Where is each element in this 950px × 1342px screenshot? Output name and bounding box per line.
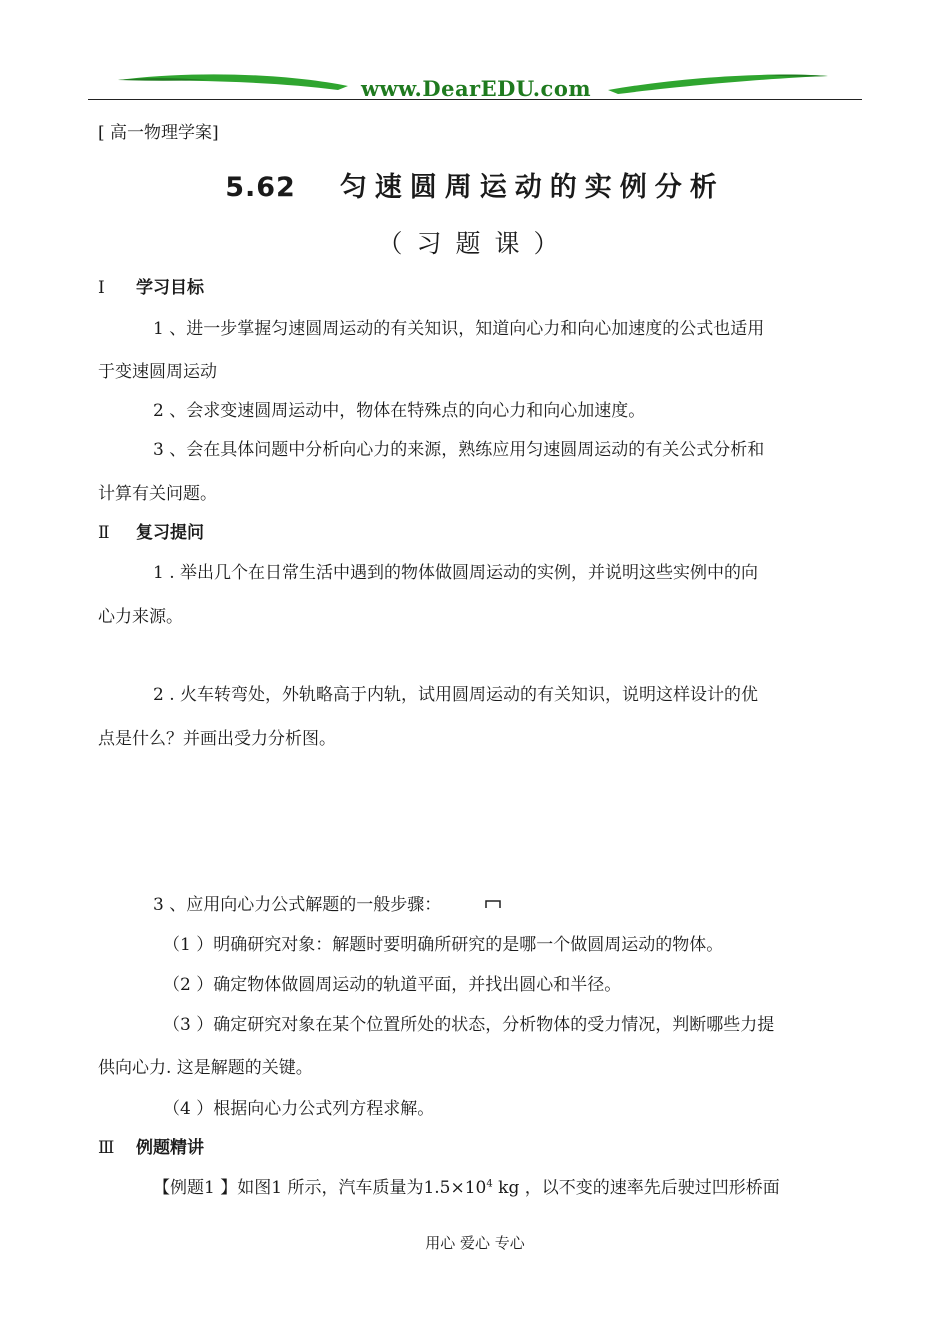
review-q2-line-2: 点是什么？并画出受力分析图。 — [98, 729, 336, 749]
logo-text: www.DearEDU.com — [360, 76, 592, 101]
step-3-line-2: 供向心力. 这是解题的关键。 — [98, 1058, 313, 1078]
section-title: 学习目标 — [136, 278, 204, 298]
review-q2-line-1: 2 . 火车转弯处，外轨略高于内轨，试用圆周运动的有关知识，说明这样设计的优 — [153, 685, 759, 705]
doc-tag: [ 高一物理学案] — [98, 123, 219, 143]
page-header — [88, 66, 862, 106]
page-footer: 用心 爱心 专心 — [425, 1234, 525, 1252]
example-1-line — [153, 1173, 780, 1198]
section-heading-examples — [98, 1133, 204, 1158]
step-1: （1 ）明确研究对象：解题时要明确所研究的是哪一个做圆周运动的物体。 — [163, 935, 724, 955]
goal-1-line-2: 于变速圆周运动 — [98, 362, 217, 382]
goal-3-line-2: 计算有关问题。 — [98, 484, 217, 504]
title-text: 匀速圆周运动的实例分析 — [339, 172, 725, 203]
step-2: （2 ）确定物体做圆周运动的轨道平面，并找出圆心和半径。 — [163, 975, 622, 995]
section-numeral: Ⅲ — [98, 1138, 115, 1158]
page-title — [0, 165, 950, 204]
page-subtitle: （习题课） — [377, 229, 573, 258]
review-q3: 3 、应用向心力公式解题的一般步骤： — [153, 895, 442, 915]
example-1-exponent: 4 — [486, 1178, 493, 1190]
caret-mark-icon — [485, 899, 501, 909]
step-3-line-1: （3 ）确定研究对象在某个位置所处的状态，分析物体的受力情况，判断哪些力提 — [163, 1015, 775, 1035]
goal-2: 2 、会求变速圆周运动中，物体在特殊点的向心力和向心加速度。 — [153, 401, 646, 421]
section-heading-review — [98, 518, 204, 543]
section-title: 例题精讲 — [136, 1138, 204, 1158]
step-4: （4 ）根据向心力公式列方程求解。 — [163, 1099, 435, 1119]
section-numeral: Ⅰ — [98, 278, 105, 298]
goal-3-line-1: 3 、会在具体问题中分析向心力的来源，熟练应用匀速圆周运动的有关公式分析和 — [153, 440, 765, 460]
section-heading-goals — [98, 273, 204, 298]
example-1-text-a: 【例题1 】如图1 所示，汽车质量为1.5×10 — [153, 1178, 487, 1198]
section-numeral: Ⅱ — [98, 523, 110, 543]
goal-1-line-1: 1 、进一步掌握匀速圆周运动的有关知识，知道向心力和向心加速度的公式也适用 — [153, 319, 765, 339]
header-rule — [88, 99, 862, 100]
title-number: 5.62 — [225, 172, 296, 203]
review-q1-line-1: 1 . 举出几个在日常生活中遇到的物体做圆周运动的实例，并说明这些实例中的向 — [153, 563, 759, 583]
review-q1-line-2: 心力来源。 — [98, 607, 183, 627]
section-title: 复习提问 — [136, 523, 204, 543]
example-1-text-b: kg ，以不变的速率先后驶过凹形桥面 — [492, 1178, 780, 1198]
